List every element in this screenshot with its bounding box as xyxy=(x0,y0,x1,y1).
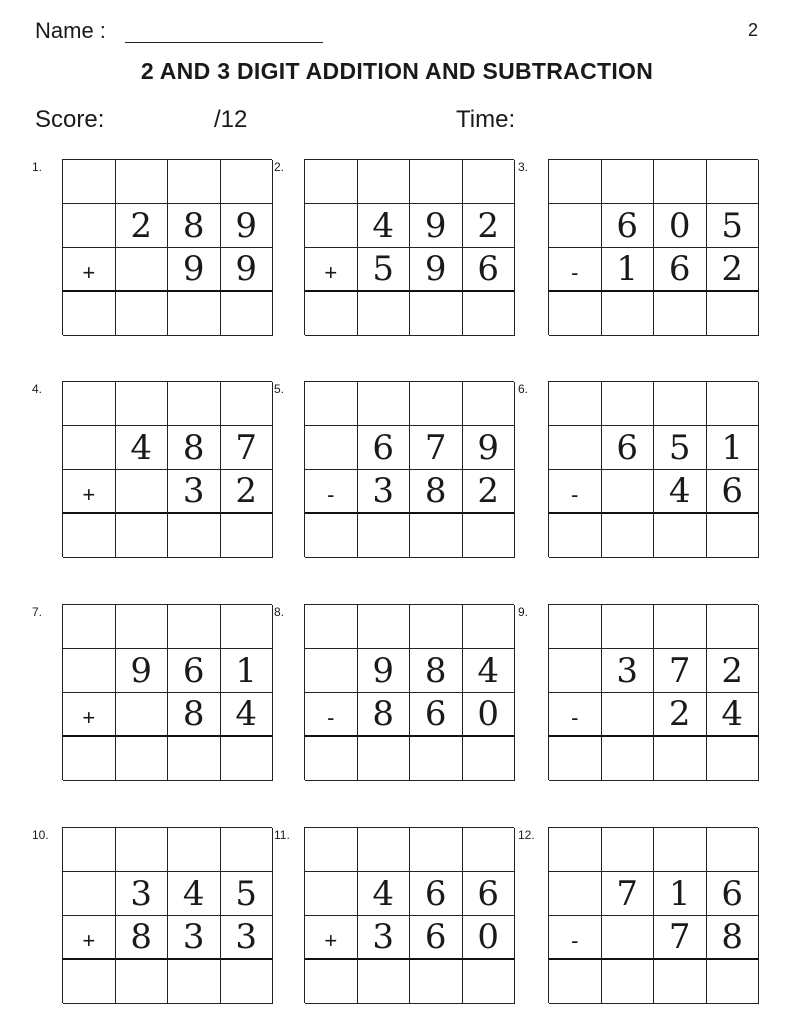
top-digit: 6 xyxy=(707,872,760,916)
top-digit: 6 xyxy=(463,872,516,916)
problem-5 xyxy=(274,381,544,561)
bottom-digit: 6 xyxy=(654,248,707,292)
carry-cell[interactable] xyxy=(602,382,655,426)
operator-sign: + xyxy=(305,248,358,292)
carry-cell[interactable] xyxy=(358,605,411,649)
answer-cell[interactable] xyxy=(168,292,221,336)
carry-cell[interactable] xyxy=(654,605,707,649)
carry-cell[interactable] xyxy=(410,828,463,872)
answer-cell[interactable] xyxy=(168,514,221,558)
answer-cell[interactable] xyxy=(305,514,358,558)
blank-cell xyxy=(63,649,116,693)
answer-cell[interactable] xyxy=(549,960,602,1004)
answer-cell[interactable] xyxy=(410,737,463,781)
answer-cell[interactable] xyxy=(168,960,221,1004)
answer-cell[interactable] xyxy=(358,514,411,558)
name-field-line[interactable] xyxy=(125,42,323,43)
answer-grid xyxy=(548,604,758,780)
operator-sign: - xyxy=(305,693,358,737)
blank-cell xyxy=(305,426,358,470)
top-digit: 9 xyxy=(221,204,274,248)
bottom-digit: 6 xyxy=(410,916,463,960)
answer-cell[interactable] xyxy=(116,960,169,1004)
answer-cell[interactable] xyxy=(602,292,655,336)
carry-cell[interactable] xyxy=(63,160,116,204)
bottom-digit xyxy=(116,693,169,737)
problem-number: 7. xyxy=(32,605,43,619)
answer-grid xyxy=(304,381,514,557)
answer-cell[interactable] xyxy=(116,737,169,781)
problem-7 xyxy=(32,604,302,784)
bottom-digit: 5 xyxy=(358,248,411,292)
problem-3 xyxy=(518,159,788,339)
problem-number: 5. xyxy=(274,382,285,396)
bottom-digit: 1 xyxy=(602,248,655,292)
carry-cell[interactable] xyxy=(116,828,169,872)
top-digit: 6 xyxy=(410,872,463,916)
answer-cell[interactable] xyxy=(549,737,602,781)
top-digit: 3 xyxy=(116,872,169,916)
carry-cell[interactable] xyxy=(168,828,221,872)
answer-cell[interactable] xyxy=(602,737,655,781)
carry-cell[interactable] xyxy=(602,160,655,204)
operator-sign: - xyxy=(549,470,602,514)
carry-cell[interactable] xyxy=(305,160,358,204)
carry-cell[interactable] xyxy=(707,160,760,204)
carry-cell[interactable] xyxy=(707,828,760,872)
answer-grid xyxy=(304,159,514,335)
carry-cell[interactable] xyxy=(654,160,707,204)
answer-cell[interactable] xyxy=(305,292,358,336)
operator-sign: + xyxy=(63,693,116,737)
answer-cell[interactable] xyxy=(63,292,116,336)
bottom-digit: 0 xyxy=(463,916,516,960)
bottom-digit: 7 xyxy=(654,916,707,960)
problem-6 xyxy=(518,381,788,561)
answer-cell[interactable] xyxy=(463,514,516,558)
bottom-digit: 8 xyxy=(358,693,411,737)
carry-cell[interactable] xyxy=(602,828,655,872)
answer-cell[interactable] xyxy=(221,292,274,336)
blank-cell xyxy=(63,204,116,248)
answer-cell[interactable] xyxy=(654,737,707,781)
bottom-digit: 9 xyxy=(168,248,221,292)
top-digit: 4 xyxy=(116,426,169,470)
operator-sign: - xyxy=(549,248,602,292)
carry-cell[interactable] xyxy=(463,382,516,426)
answer-grid xyxy=(304,604,514,780)
answer-grid xyxy=(62,604,272,780)
problem-number: 1. xyxy=(32,160,43,174)
blank-cell xyxy=(305,204,358,248)
bottom-digit xyxy=(116,248,169,292)
carry-cell[interactable] xyxy=(707,382,760,426)
problem-number: 10. xyxy=(32,828,49,842)
top-digit: 7 xyxy=(654,649,707,693)
answer-grid xyxy=(62,159,272,335)
top-digit: 4 xyxy=(358,872,411,916)
problem-number: 9. xyxy=(518,605,529,619)
bottom-digit xyxy=(602,470,655,514)
answer-cell[interactable] xyxy=(410,292,463,336)
top-digit: 7 xyxy=(410,426,463,470)
page-number: 2 xyxy=(747,20,758,40)
carry-cell[interactable] xyxy=(549,828,602,872)
top-digit: 9 xyxy=(116,649,169,693)
answer-cell[interactable] xyxy=(602,514,655,558)
bottom-digit: 9 xyxy=(410,248,463,292)
bottom-digit: 8 xyxy=(168,693,221,737)
bottom-digit: 3 xyxy=(358,916,411,960)
answer-cell[interactable] xyxy=(410,514,463,558)
bottom-digit: 8 xyxy=(410,470,463,514)
top-digit: 6 xyxy=(602,426,655,470)
top-digit: 8 xyxy=(168,426,221,470)
carry-cell[interactable] xyxy=(358,160,411,204)
answer-cell[interactable] xyxy=(221,960,274,1004)
carry-cell[interactable] xyxy=(410,605,463,649)
top-digit: 4 xyxy=(168,872,221,916)
blank-cell xyxy=(549,426,602,470)
blank-cell xyxy=(549,204,602,248)
answer-cell[interactable] xyxy=(305,960,358,1004)
carry-cell[interactable] xyxy=(221,382,274,426)
time-label: Time: xyxy=(456,106,516,133)
top-digit: 6 xyxy=(358,426,411,470)
carry-cell[interactable] xyxy=(221,605,274,649)
problem-number: 6. xyxy=(518,382,529,396)
carry-cell[interactable] xyxy=(63,828,116,872)
answer-cell[interactable] xyxy=(168,737,221,781)
bottom-digit: 3 xyxy=(221,916,274,960)
problem-number: 3. xyxy=(518,160,529,174)
answer-cell[interactable] xyxy=(654,514,707,558)
answer-grid xyxy=(304,827,514,1003)
operator-sign: - xyxy=(549,693,602,737)
carry-cell[interactable] xyxy=(305,605,358,649)
problem-2 xyxy=(274,159,544,339)
answer-cell[interactable] xyxy=(305,737,358,781)
problem-number: 11. xyxy=(274,828,290,842)
bottom-digit xyxy=(116,470,169,514)
bottom-digit: 4 xyxy=(707,693,760,737)
carry-cell[interactable] xyxy=(116,605,169,649)
carry-cell[interactable] xyxy=(305,828,358,872)
carry-cell[interactable] xyxy=(602,605,655,649)
carry-cell[interactable] xyxy=(463,605,516,649)
operator-sign: + xyxy=(63,470,116,514)
problem-number: 4. xyxy=(32,382,43,396)
top-digit: 4 xyxy=(463,649,516,693)
top-digit: 1 xyxy=(654,872,707,916)
answer-cell[interactable] xyxy=(707,737,760,781)
carry-cell[interactable] xyxy=(116,160,169,204)
operator-sign: - xyxy=(305,470,358,514)
top-digit: 2 xyxy=(463,204,516,248)
answer-cell[interactable] xyxy=(358,292,411,336)
answer-grid xyxy=(548,381,758,557)
answer-cell[interactable] xyxy=(707,514,760,558)
top-digit: 7 xyxy=(221,426,274,470)
top-digit: 2 xyxy=(116,204,169,248)
blank-cell xyxy=(305,649,358,693)
carry-cell[interactable] xyxy=(463,160,516,204)
bottom-digit xyxy=(602,916,655,960)
carry-cell[interactable] xyxy=(410,382,463,426)
top-digit: 9 xyxy=(358,649,411,693)
top-digit: 3 xyxy=(602,649,655,693)
carry-cell[interactable] xyxy=(168,382,221,426)
carry-cell[interactable] xyxy=(221,160,274,204)
score-total: /12 xyxy=(214,106,248,133)
carry-cell[interactable] xyxy=(654,382,707,426)
answer-cell[interactable] xyxy=(221,737,274,781)
answer-cell[interactable] xyxy=(116,514,169,558)
bottom-digit: 6 xyxy=(463,248,516,292)
bottom-digit: 4 xyxy=(221,693,274,737)
bottom-digit: 2 xyxy=(654,693,707,737)
top-digit: 5 xyxy=(654,426,707,470)
bottom-digit: 0 xyxy=(463,693,516,737)
carry-cell[interactable] xyxy=(358,828,411,872)
bottom-digit: 6 xyxy=(707,470,760,514)
answer-grid xyxy=(548,827,758,1003)
problem-number: 12. xyxy=(518,828,535,842)
answer-cell[interactable] xyxy=(463,292,516,336)
carry-cell[interactable] xyxy=(305,382,358,426)
blank-cell xyxy=(63,426,116,470)
carry-cell[interactable] xyxy=(463,828,516,872)
carry-cell[interactable] xyxy=(358,382,411,426)
problem-number: 8. xyxy=(274,605,285,619)
bottom-digit: 6 xyxy=(410,693,463,737)
problem-9 xyxy=(518,604,788,784)
carry-cell[interactable] xyxy=(549,382,602,426)
answer-cell[interactable] xyxy=(654,960,707,1004)
bottom-digit: 9 xyxy=(221,248,274,292)
operator-sign: - xyxy=(549,916,602,960)
bottom-digit: 4 xyxy=(654,470,707,514)
problem-number: 2. xyxy=(274,160,285,174)
bottom-digit: 2 xyxy=(707,248,760,292)
top-digit: 6 xyxy=(168,649,221,693)
answer-grid xyxy=(62,827,272,1003)
carry-cell[interactable] xyxy=(63,605,116,649)
answer-cell[interactable] xyxy=(463,737,516,781)
answer-cell[interactable] xyxy=(549,514,602,558)
answer-cell[interactable] xyxy=(707,292,760,336)
answer-cell[interactable] xyxy=(63,960,116,1004)
problem-10 xyxy=(32,827,302,1007)
bottom-digit: 3 xyxy=(168,916,221,960)
answer-grid xyxy=(62,381,272,557)
carry-cell[interactable] xyxy=(410,160,463,204)
blank-cell xyxy=(549,872,602,916)
top-digit: 8 xyxy=(410,649,463,693)
carry-cell[interactable] xyxy=(168,605,221,649)
carry-cell[interactable] xyxy=(63,382,116,426)
carry-cell[interactable] xyxy=(549,160,602,204)
top-digit: 7 xyxy=(602,872,655,916)
bottom-digit: 3 xyxy=(358,470,411,514)
top-digit: 5 xyxy=(707,204,760,248)
blank-cell xyxy=(63,872,116,916)
problem-4 xyxy=(32,381,302,561)
answer-cell[interactable] xyxy=(410,960,463,1004)
top-digit: 1 xyxy=(221,649,274,693)
problem-8 xyxy=(274,604,544,784)
bottom-digit: 2 xyxy=(221,470,274,514)
operator-sign: + xyxy=(63,248,116,292)
top-digit: 6 xyxy=(602,204,655,248)
answer-cell[interactable] xyxy=(221,514,274,558)
carry-cell[interactable] xyxy=(707,605,760,649)
answer-cell[interactable] xyxy=(463,960,516,1004)
answer-grid xyxy=(548,159,758,335)
answer-cell[interactable] xyxy=(654,292,707,336)
top-digit: 5 xyxy=(221,872,274,916)
top-digit: 8 xyxy=(168,204,221,248)
carry-cell[interactable] xyxy=(549,605,602,649)
bottom-digit: 3 xyxy=(168,470,221,514)
bottom-digit: 2 xyxy=(463,470,516,514)
bottom-digit xyxy=(602,693,655,737)
top-digit: 4 xyxy=(358,204,411,248)
answer-cell[interactable] xyxy=(549,292,602,336)
carry-cell[interactable] xyxy=(221,828,274,872)
answer-cell[interactable] xyxy=(358,960,411,1004)
bottom-digit: 8 xyxy=(116,916,169,960)
answer-cell[interactable] xyxy=(358,737,411,781)
problem-11 xyxy=(274,827,544,1007)
carry-cell[interactable] xyxy=(654,828,707,872)
top-digit: 2 xyxy=(707,649,760,693)
operator-sign: + xyxy=(305,916,358,960)
carry-cell[interactable] xyxy=(116,382,169,426)
answer-cell[interactable] xyxy=(116,292,169,336)
top-digit: 1 xyxy=(707,426,760,470)
blank-cell xyxy=(305,872,358,916)
score-label: Score: xyxy=(35,106,105,133)
top-digit: 9 xyxy=(410,204,463,248)
answer-cell[interactable] xyxy=(63,514,116,558)
top-digit: 9 xyxy=(463,426,516,470)
bottom-digit: 8 xyxy=(707,916,760,960)
answer-cell[interactable] xyxy=(707,960,760,1004)
blank-cell xyxy=(549,649,602,693)
answer-cell[interactable] xyxy=(602,960,655,1004)
operator-sign: + xyxy=(63,916,116,960)
top-digit: 0 xyxy=(654,204,707,248)
problem-1 xyxy=(32,159,302,339)
answer-cell[interactable] xyxy=(63,737,116,781)
carry-cell[interactable] xyxy=(168,160,221,204)
name-label: Name : xyxy=(35,18,106,43)
worksheet-title: 2 AND 3 DIGIT ADDITION AND SUBTRACTION xyxy=(140,58,654,84)
problem-12 xyxy=(518,827,788,1007)
